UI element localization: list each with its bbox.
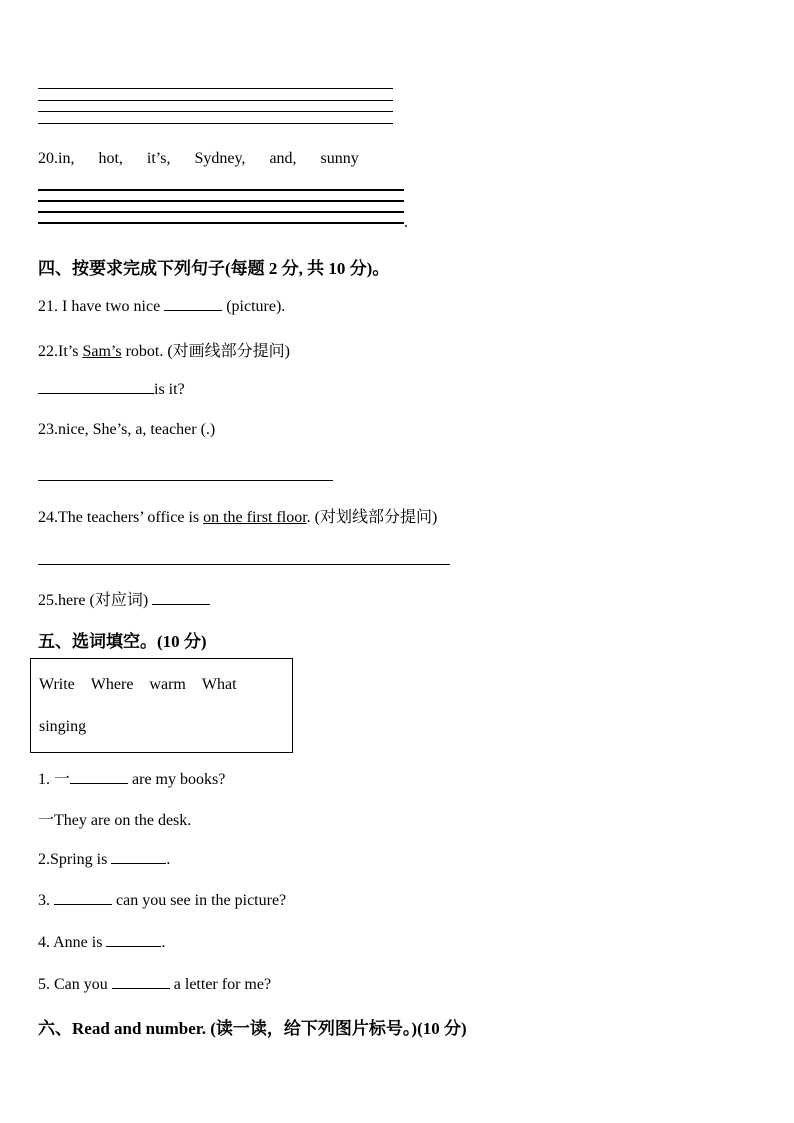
s5-item-1-blank[interactable] (70, 769, 128, 784)
q25-blank[interactable] (152, 590, 210, 605)
q24-text-before: 24.The teachers’ office is (38, 509, 204, 526)
s5-item-3-blank[interactable] (54, 890, 112, 905)
section6-heading-tail: (读一读，给下列图片标号。)(10 分) (206, 1019, 467, 1038)
word-box-line-2: singing (39, 718, 87, 735)
q24-underlined: on the first floor (203, 509, 307, 526)
q20-word: and, (269, 150, 297, 167)
section6-heading-en: Read and number. (72, 1019, 206, 1038)
q20-answer-line-1[interactable] (38, 189, 404, 191)
q24 (38, 504, 437, 527)
word-box-word: Write (39, 676, 75, 693)
q19-answer-line-2[interactable] (38, 100, 393, 101)
s5-item-3 (38, 890, 286, 910)
q19-answer-line-1[interactable] (38, 88, 393, 89)
word-box-line-1 (39, 676, 237, 694)
q22-underlined: Sam’s (82, 343, 122, 360)
s5-item-1a (38, 766, 225, 789)
s5-item-3-after: can you see in the picture? (112, 892, 287, 909)
q21 (38, 296, 285, 316)
q23-answer-line[interactable] (38, 480, 333, 481)
s5-item-4-before: 4. Anne is (38, 934, 107, 951)
q21-text-before: 21. I have two nice (38, 298, 165, 315)
q20-word: in, (58, 150, 75, 167)
s5-item-2-blank[interactable] (111, 849, 166, 864)
s5-item-5 (38, 974, 271, 994)
s5-item-4-blank[interactable] (106, 932, 161, 947)
section4-heading: 四、按要求完成下列句子(每题 2 分, 共 10 分)。 (38, 259, 390, 278)
q25 (38, 587, 210, 610)
q21-text-after: (picture). (222, 298, 286, 315)
s5-item-4-after: . (161, 934, 166, 951)
q22-answer (38, 379, 185, 399)
q20-number: 20. (38, 150, 58, 167)
word-box-word: Where (90, 676, 134, 693)
q20-end-mark: . (404, 214, 408, 231)
word-box (30, 658, 293, 753)
s5-item-4 (38, 932, 165, 952)
q24-answer-line[interactable] (38, 564, 450, 565)
q20-prompt (38, 150, 378, 168)
q20-word: Sydney, (194, 150, 246, 167)
q22-text-after: robot. (对画线部分提问) (121, 343, 291, 360)
s5-item-5-after: a letter for me? (169, 976, 272, 993)
q19-answer-line-3[interactable] (38, 111, 393, 112)
q20-answer-line-2[interactable] (38, 200, 404, 202)
word-box-word: warm (149, 676, 186, 693)
q22-text-before: 22.It’s (38, 343, 83, 360)
s5-item-1a-before: 1. 一 (38, 771, 71, 788)
q25-text-before: 25.here (对应词) (38, 592, 153, 609)
s5-item-1a-after: are my books? (128, 771, 226, 788)
q22 (38, 338, 290, 361)
s5-item-5-blank[interactable] (112, 974, 170, 989)
q23: 23.nice, She’s, a, teacher (.) (38, 421, 216, 438)
s5-item-3-before: 3. (38, 892, 54, 909)
s5-item-2 (38, 849, 170, 869)
section6-heading-cn: 六、 (38, 1019, 72, 1038)
s5-item-2-after: . (166, 851, 171, 868)
word-box-word: What (201, 676, 237, 693)
q20-word: sunny (320, 150, 359, 167)
q20-word: it’s, (146, 150, 171, 167)
q20-answer-line-4[interactable] (38, 222, 404, 224)
section5-heading: 五、选词填空。(10 分) (38, 632, 207, 651)
s5-item-5-before: 5. Can you (38, 976, 112, 993)
q22-answer-suffix: is it? (154, 381, 185, 398)
q21-blank[interactable] (164, 296, 222, 311)
q22-blank[interactable] (38, 379, 154, 394)
s5-item-1b: 一They are on the desk. (38, 812, 192, 829)
q20-word: hot, (98, 150, 123, 167)
q19-answer-line-4[interactable] (38, 123, 393, 124)
q24-text-after: . (对划线部分提问) (306, 509, 438, 526)
s5-item-2-before: 2.Spring is (38, 851, 112, 868)
section6-heading (38, 1014, 467, 1039)
q20-answer-line-3[interactable] (38, 211, 404, 213)
